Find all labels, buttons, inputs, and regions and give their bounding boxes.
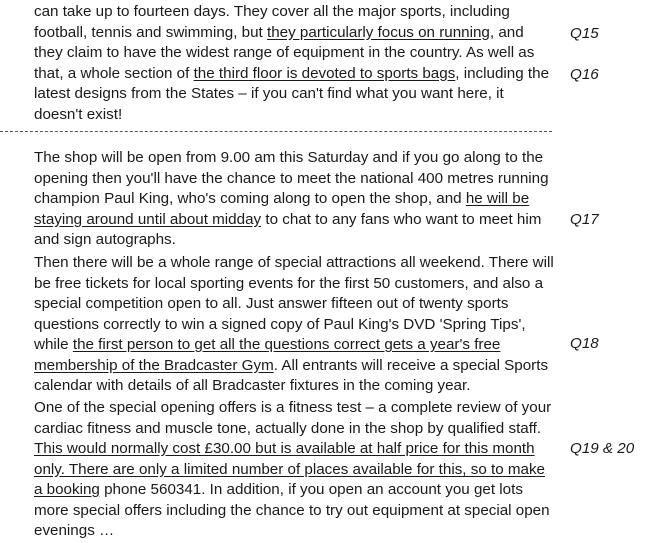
text: Then there will be a whole range of special attractions all weekend. There will be free tickets for local sporting events for the first 50 customers, and also a special competition open to all. Just answer fifteen out of twenty sports questions correctly to win a signed copy of Paul King's DVD 'Spring Tips', while <box>34 254 554 353</box>
paragraph-3 <box>34 253 556 397</box>
question-label-q17: Q17 <box>570 211 599 228</box>
underlined-answer-q17: he will be staying around until about midday <box>34 190 530 228</box>
question-label-q18: Q18 <box>570 335 599 352</box>
paragraph-1 <box>34 2 556 125</box>
underlined-answer-q19-20: This would normally cost £30.00 but is available at half price for this month only. There are only a limited number of places available for this, so to make a booking <box>34 440 546 498</box>
text: to chat to any fans who want to meet him and sign autographs. <box>34 210 542 248</box>
text: The shop will be open from 9.00 am this Saturday and if you go along to the opening then you'll have the chance to meet the national 400 metres running champion Paul King, who's coming along to open the shop, and <box>34 149 549 207</box>
text: , including the latest designs from the States – if you can't find what you want here, it doesn't exist! <box>34 64 550 123</box>
text: One of the special opening offers is a fitness test – a complete review of your cardiac fitness and muscle tone, actually done in the shop by qualified staff. <box>34 399 552 437</box>
text: . All entrants will receive a special Sports calendar with details of all Bradcaster fixtures in the coming year. <box>34 356 549 394</box>
text: , and they claim to have the widest range of equipment in the country. As well as that, a whole section of <box>34 23 535 82</box>
question-label-q16: Q16 <box>570 66 599 83</box>
question-label-q15: Q15 <box>570 25 599 42</box>
paragraph-4 <box>34 398 556 542</box>
underlined-answer-q16: the third floor is devoted to sports bags <box>193 64 456 82</box>
section-divider <box>0 131 552 132</box>
text: can take up to fourteen days. They cover all the major sports, including football, tennis and swimming, but <box>34 3 510 41</box>
text: phone 560341. In addition, if you open an account you get lots more special offers including the chance to try out equipment at special open evenings … <box>34 481 550 539</box>
question-label-q19-20: Q19 & 20 <box>570 440 635 457</box>
paragraph-2 <box>34 148 556 251</box>
underlined-answer-q15: they particularly focus on running <box>267 23 490 41</box>
underlined-answer-q18: the first person to get all the questions correct gets a year's free membership of the Bradcaster Gym <box>34 336 501 374</box>
